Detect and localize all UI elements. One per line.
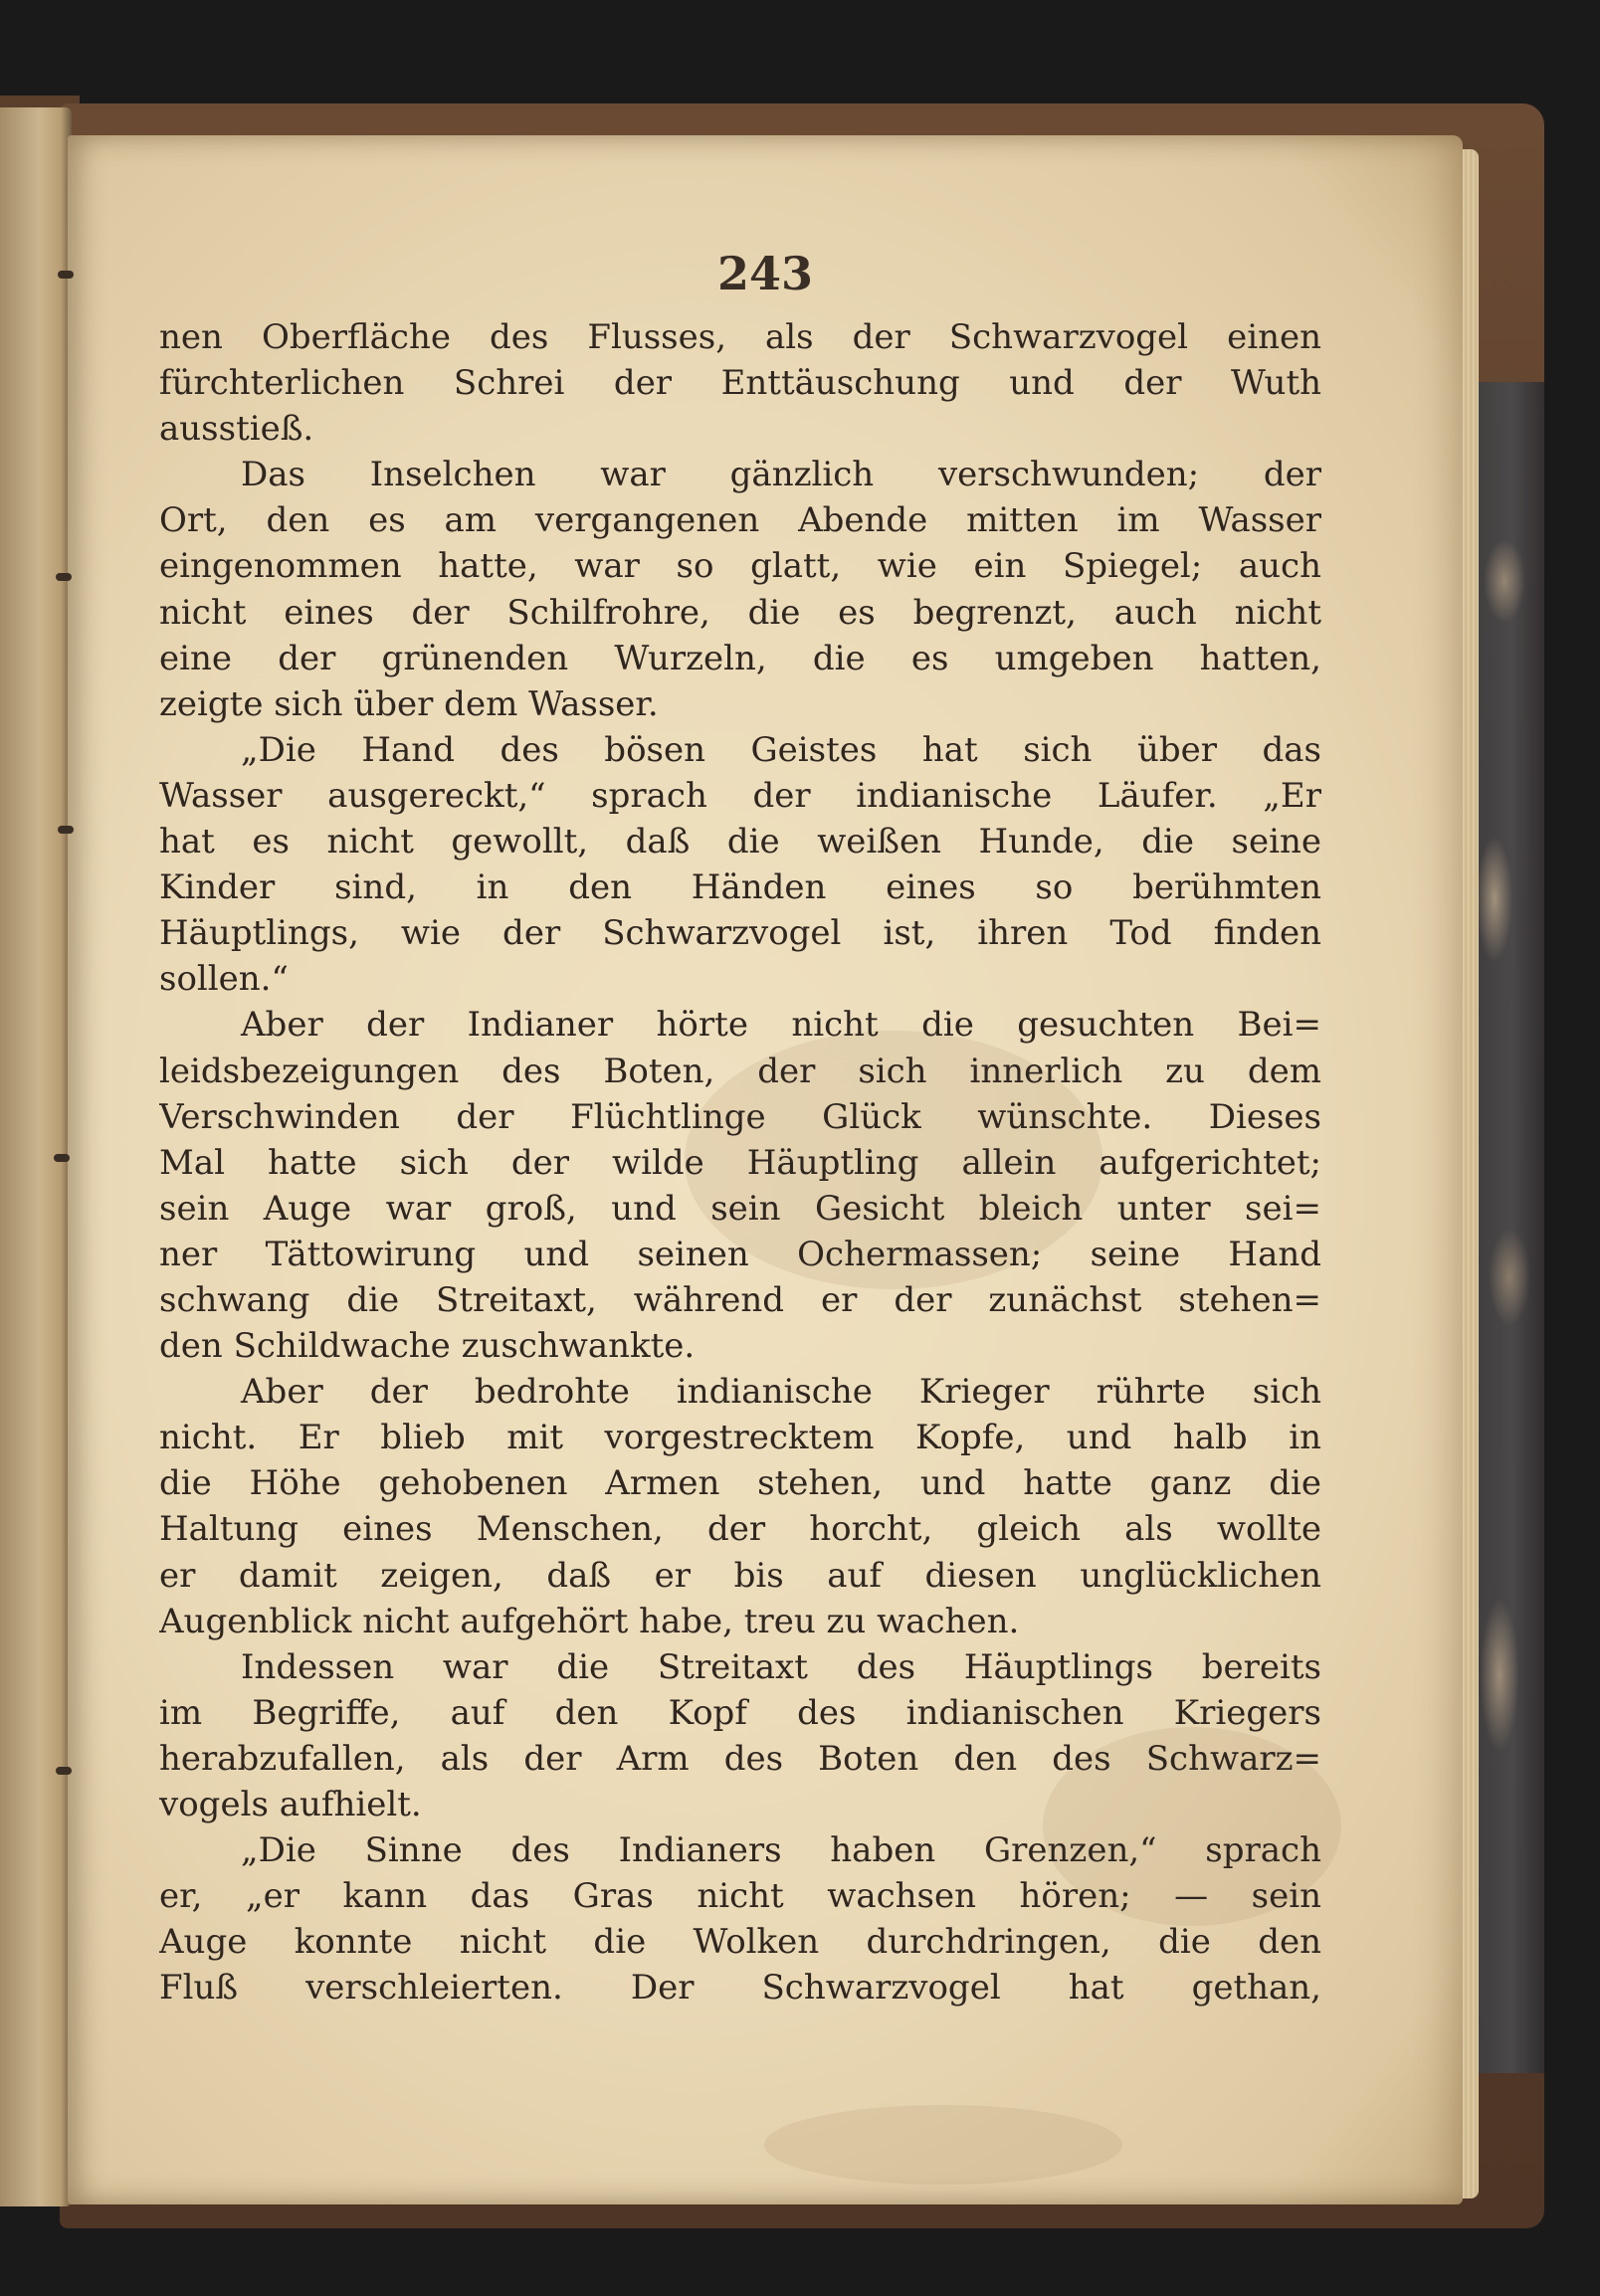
text-line: er damit zeigen, daß er bis auf diesen unglücklichen <box>159 1555 1321 1596</box>
text-line: herabzufallen, als der Arm des Boten den des Schwarz= <box>159 1738 1321 1779</box>
text-line: Kinder sind, in den Händen eines so berühmten <box>159 867 1321 908</box>
text-line: ner Tättowirung und seinen Ochermassen; seine Hand <box>159 1234 1321 1274</box>
text-line: die Höhe gehobenen Armen stehen, und hatte ganz die <box>159 1463 1321 1504</box>
text-line: Wasser ausgereckt,“ sprach der indianische Läufer. „Er <box>159 775 1321 816</box>
text-line: Mal hatte sich der wilde Häuptling allein aufgerichtet; <box>159 1142 1321 1183</box>
binding-thread <box>58 271 74 279</box>
text-line: Verschwinden der Flüchtlinge Glück wünschte. Dieses <box>159 1096 1321 1137</box>
text-line: nen Oberfläche des Flusses, als der Schwarzvogel einen <box>159 317 1321 357</box>
text-line: nicht. Er blieb mit vorgestrecktem Kopfe, und halb in <box>159 1418 1321 1458</box>
text-line: nicht eines der Schilfrohre, die es begrenzt, auch nicht <box>159 592 1321 633</box>
text-line: Häuptlings, wie der Schwarzvogel ist, ihren Tod finden <box>159 913 1321 954</box>
text-line: Fluß verschleierten. Der Schwarzvogel hat gethan, <box>159 1968 1321 2009</box>
text-line: Indessen war die Streitaxt des Häuptlings bereits <box>241 1646 1321 1687</box>
text-line: zeigte sich über dem Wasser. <box>159 683 659 724</box>
text-line: fürchterlichen Schrei der Enttäuschung und der Wuth <box>159 363 1321 404</box>
binding-thread <box>56 1767 72 1775</box>
text-line: sollen.“ <box>159 959 289 1000</box>
body-text <box>159 314 1321 2010</box>
text-line: „Die Hand des bösen Geistes hat sich über das <box>241 729 1321 770</box>
text-line: Das Inselchen war gänzlich verschwunden; der <box>241 455 1321 495</box>
text-line: eingenommen hatte, war so glatt, wie ein Spiegel; auch <box>159 546 1321 587</box>
text-line: vogels aufhielt. <box>159 1785 422 1824</box>
text-line: hat es nicht gewollt, daß die weißen Hunde, die seine <box>159 822 1321 862</box>
book-page <box>68 135 1463 2204</box>
binding-thread <box>54 1154 70 1162</box>
text-line: Auge konnte nicht die Wolken durchdringen, die den <box>159 1922 1321 1963</box>
binding-thread <box>56 573 72 581</box>
binding-thread <box>58 826 74 834</box>
page-stain <box>764 2105 1122 2185</box>
text-line: Augenblick nicht aufgehört habe, treu zu wachen. <box>159 1601 1020 1641</box>
text-line: „Die Sinne des Indianers haben Grenzen,“ sprach <box>241 1830 1321 1871</box>
text-line: den Schildwache zuschwankte. <box>159 1326 696 1367</box>
page-number: 243 <box>716 247 814 300</box>
text-line: im Begriffe, auf den Kopf des indianischen Kriegers <box>159 1692 1321 1733</box>
text-line: eine der grünenden Wurzeln, die es umgeben hatten, <box>159 638 1321 678</box>
text-line: schwang die Streitaxt, während er der zunächst stehen= <box>159 1279 1321 1320</box>
text-line: Ort, den es am vergangenen Abende mitten im Wasser <box>159 500 1321 541</box>
text-line: sein Auge war groß, und sein Gesicht bleich unter sei= <box>159 1188 1321 1229</box>
text-line: Aber der Indianer hörte nicht die gesuchten Bei= <box>241 1005 1321 1046</box>
text-line: Aber der bedrohte indianische Krieger rührte sich <box>241 1372 1321 1413</box>
text-line: leidsbezeigungen des Boten, der sich innerlich zu dem <box>159 1051 1321 1091</box>
text-line: er, „er kann das Gras nicht wachsen hören; — sein <box>159 1876 1321 1917</box>
text-line: Haltung eines Menschen, der horcht, gleich als wollte <box>159 1509 1321 1550</box>
text-line: ausstieß. <box>159 409 314 450</box>
